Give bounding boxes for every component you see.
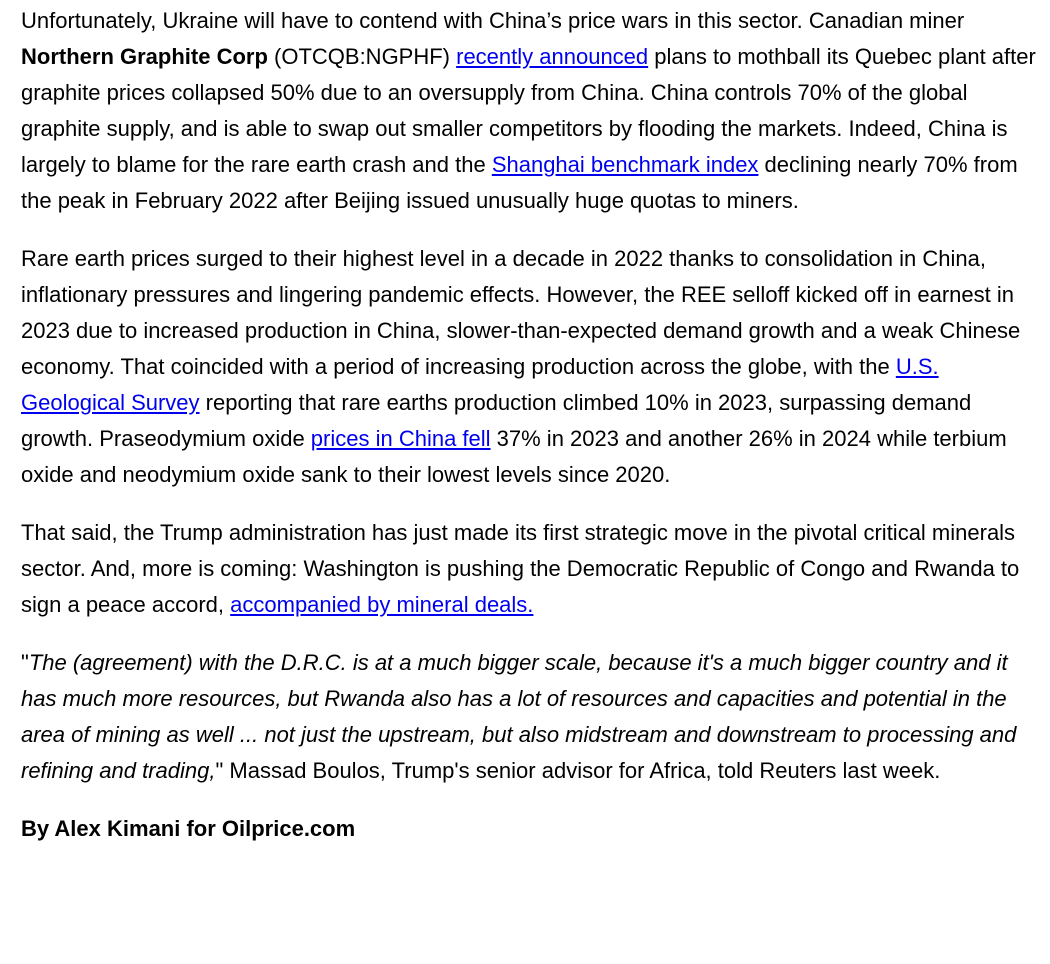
paragraph-text: Unfortunately, Ukraine will have to contend with China’s price wars in this sector. Canadian miner <box>21 8 965 33</box>
company-name: Northern Graphite Corp <box>21 44 268 69</box>
paragraph-text: Rare earth prices surged to their highest level in a decade in 2022 thanks to consolidation in China, inflationary pressures and lingering pandemic effects. However, the REE selloff kicked off in earnest in 2023 due to increased production in China, slower-than-expected demand growth and a weak Chinese economy. That coincided with a period of increasing production across the globe, with the <box>21 246 1021 379</box>
paragraph-boulos-quote <box>21 645 1036 789</box>
paragraph-rare-earth-prices <box>21 241 1036 493</box>
quote-attribution: " Massad Boulos, Trump's senior advisor for Africa, told Reuters last week. <box>215 758 941 783</box>
paragraph-text: declining nearly 70% from the peak in February 2022 after Beijing issued unusually huge quotas to miners. <box>21 152 1018 213</box>
byline: By Alex Kimani for Oilprice.com <box>21 816 356 841</box>
paragraph-text: That said, the Trump administration has just made its first strategic move in the pivotal critical minerals sector. And, more is coming: Washington is pushing the Democratic Republic of Congo and Rwanda to sign a peace accord, <box>21 520 1020 617</box>
paragraph-text: (OTCQB:NGPHF) <box>267 44 457 69</box>
quote-text: The (agreement) with the D.R.C. is at a much bigger scale, because it's a much bigger country and it has much more resources, but Rwanda also has a lot of resources and capacities and potential in the area of mining as well ... not just the upstream, but also midstream and downstream to processing and refining and trading, <box>21 650 1017 783</box>
mineral-deals-link[interactable]: accompanied by mineral deals. <box>230 592 534 617</box>
paragraph-text: reporting that rare earths production climbed 10% in 2023, surpassing demand growth. Praseodymium oxide <box>21 390 972 451</box>
paragraph-text: 37% in 2023 and another 26% in 2024 while terbium oxide and neodymium oxide sank to their lowest levels since 2020. <box>21 426 1007 487</box>
paragraph-text: plans to mothball its Quebec plant after graphite prices collapsed 50% due to an oversupply from China. China controls 70% of the global graphite supply, and is able to swap out smaller competitors by flooding the markets. Indeed, China is largely to blame for the rare earth crash and the <box>21 44 1036 177</box>
shanghai-benchmark-index-link[interactable]: Shanghai benchmark index <box>491 152 759 177</box>
recently-announced-link[interactable]: recently announced <box>456 44 649 69</box>
open-quote-mark: " <box>21 650 29 675</box>
paragraph-trump-administration <box>21 515 1036 623</box>
usgs-link[interactable]: U.S. Geological Survey <box>21 354 939 415</box>
paragraph-graphite <box>21 3 1036 219</box>
prices-in-china-fell-link[interactable]: prices in China fell <box>310 426 491 451</box>
